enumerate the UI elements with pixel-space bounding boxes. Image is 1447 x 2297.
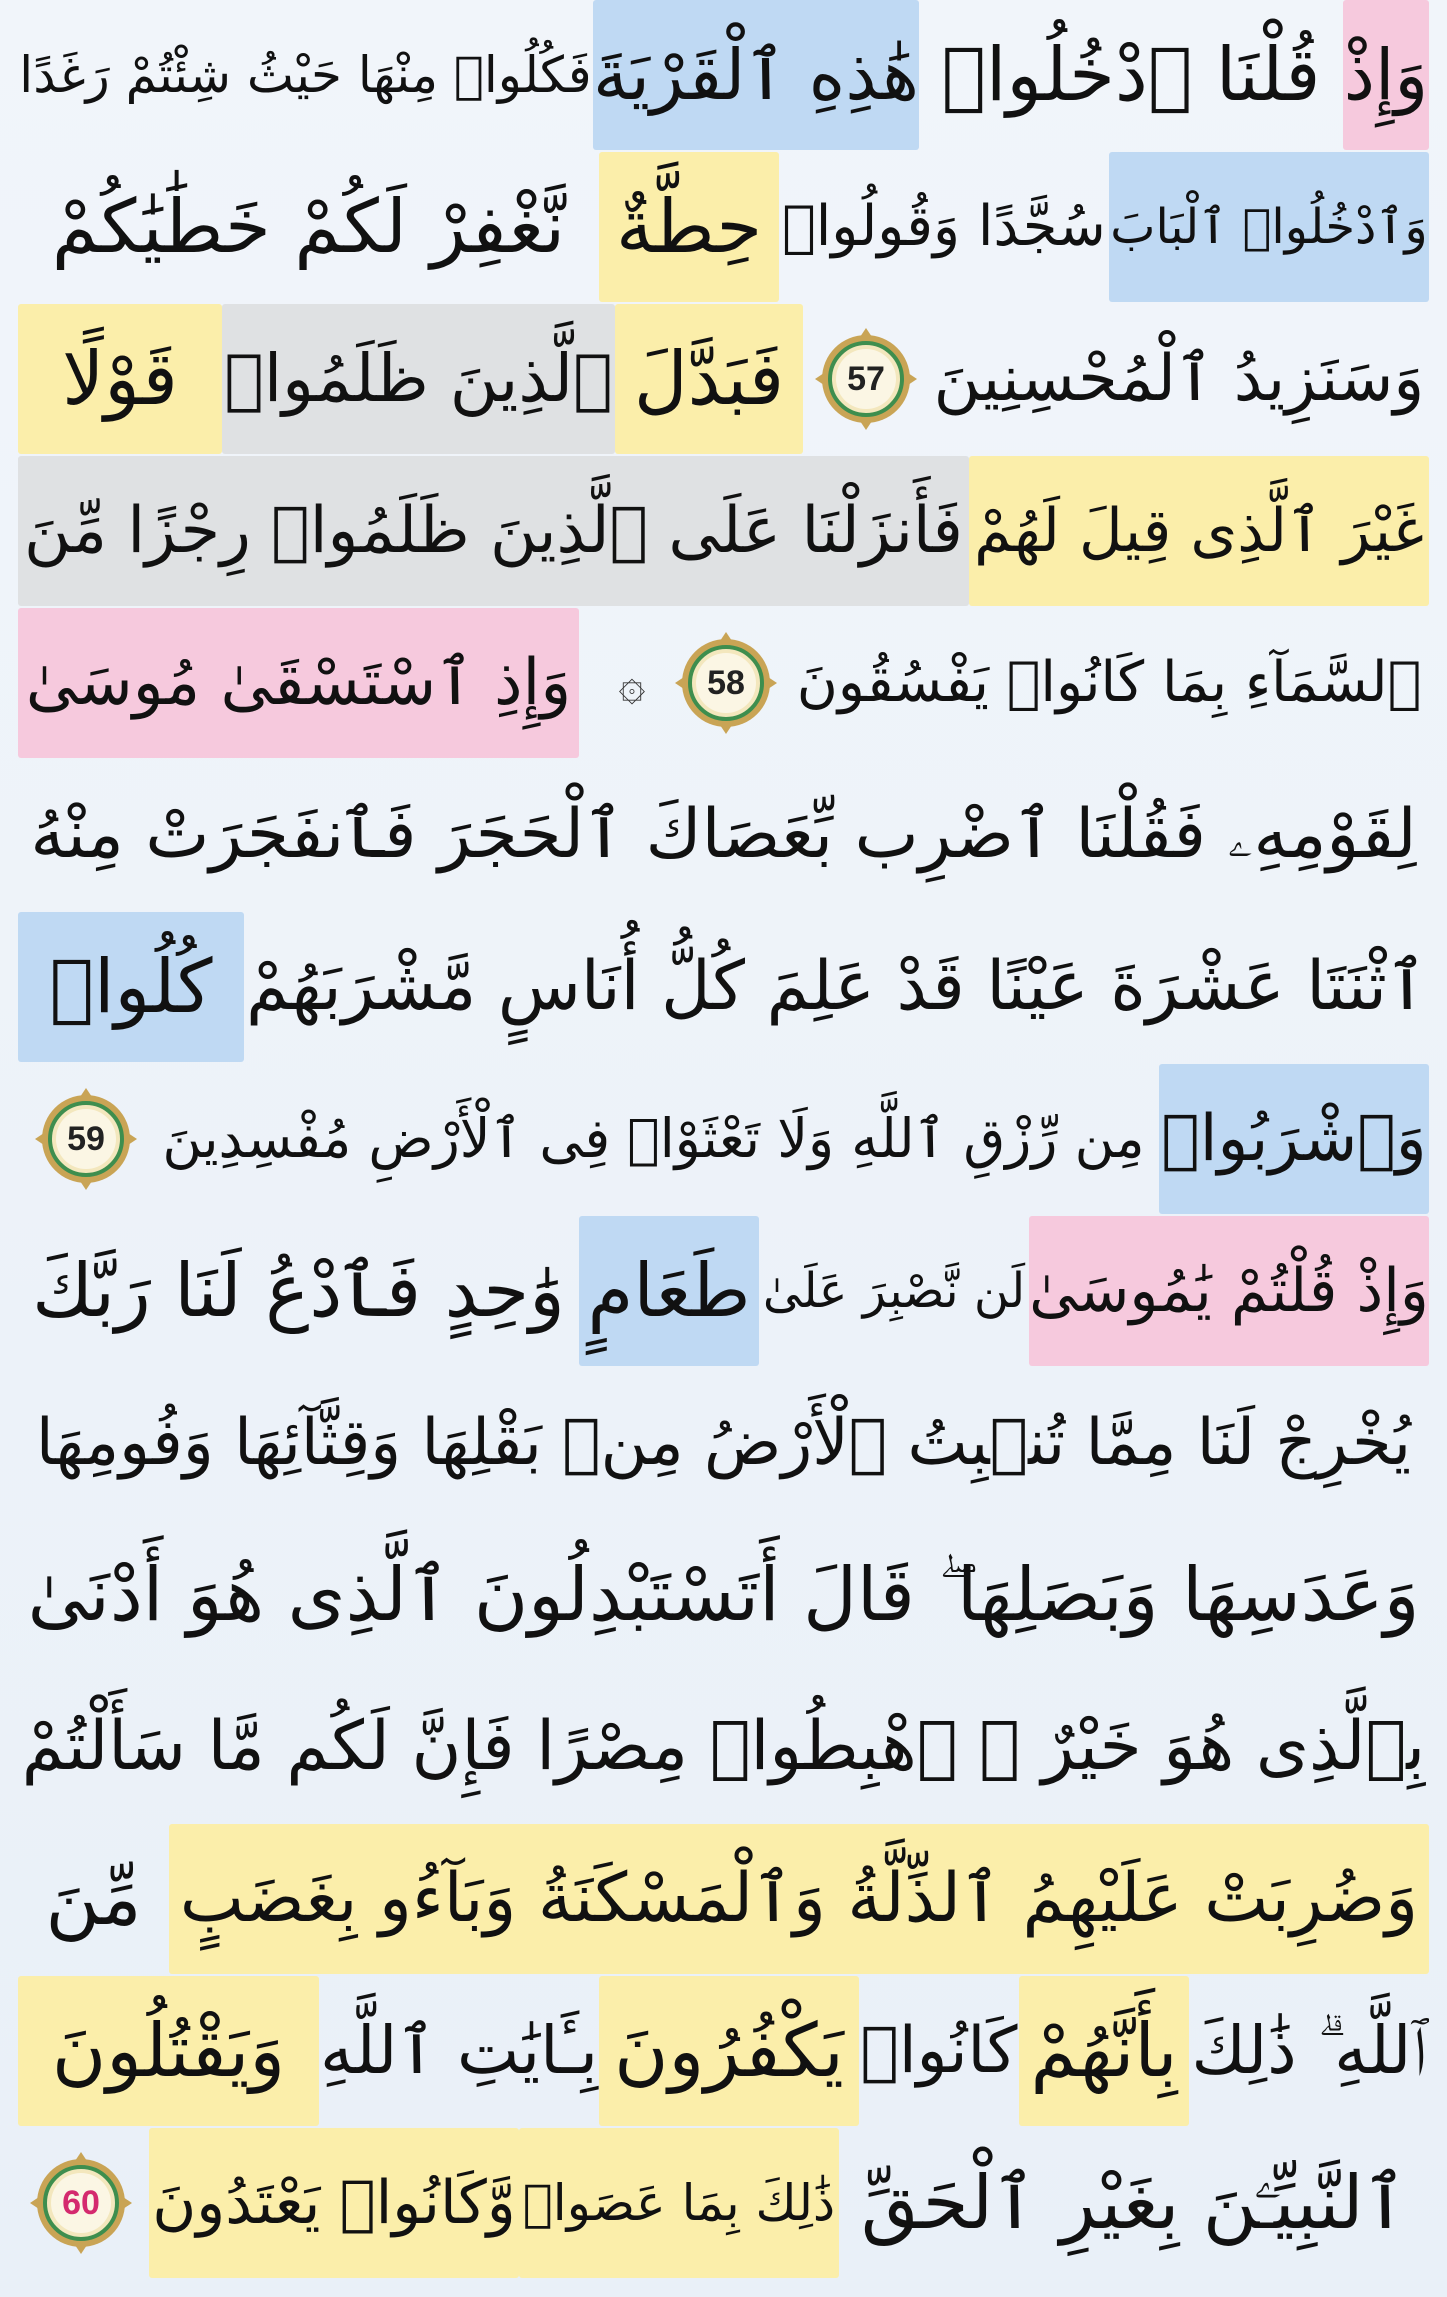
text-phrase: ٱلنَّبِيِّـۧنَ بِغَيْرِ ٱلْحَقِّ — [861, 2160, 1407, 2246]
text-phrase: مِن رِّزْقِ ٱللَّهِ وَلَا تَعْثَوْا۟ فِى ٱلْأَرْضِ مُفْسِدِينَ — [162, 1107, 1145, 1170]
text-line-10 — [18, 1368, 1429, 1518]
text-phrase: بِٱلَّذِى هُوَ خَيْرٌ ۚ ٱهْبِطُوا۟ مِصْرًا فَإِنَّ لَكُم مَّا سَأَلْتُمْ — [21, 1707, 1426, 1786]
text-phrase: ٱثْنَتَا عَشْرَةَ عَيْنًا قَدْ عَلِمَ كُلُّ أُنَاسٍ مَّشْرَبَهُمْ — [246, 947, 1427, 1026]
text-line-8 — [18, 1064, 1429, 1214]
verse-58-marker — [673, 630, 779, 736]
highlight-phrase: وَإِذْ — [1343, 0, 1429, 150]
verse-60-marker — [28, 2150, 134, 2256]
highlight-phrase: وَإِذْ قُلْتُمْ يَٰمُوسَىٰ — [1029, 1216, 1429, 1366]
text-line-12 — [18, 1672, 1429, 1822]
text-phrase: ٱلسَّمَآءِ بِمَا كَانُوا۟ يَفْسُقُونَ — [796, 650, 1422, 715]
verse-number: 60 — [62, 2184, 100, 2222]
text-line-7 — [18, 912, 1429, 1062]
highlight-phrase: فَأَنزَلْنَا عَلَى ٱلَّذِينَ ظَلَمُوا۟ رِجْزًا مِّنَ — [18, 456, 969, 606]
highlight-phrase: يَكْفُرُونَ — [599, 1976, 859, 2126]
text-line-6 — [18, 760, 1429, 910]
text-phrase: فَكُلُوا۟ مِنْهَا حَيْثُ شِئْتُمْ رَغَدًا — [19, 46, 592, 104]
highlight-phrase: كُلُوا۟ — [18, 912, 244, 1062]
text-line-9 — [18, 1216, 1429, 1366]
text-line-1 — [18, 0, 1429, 150]
verse-57-marker — [813, 326, 919, 432]
text-phrase: يُخْرِجْ لَنَا مِمَّا تُنۢبِتُ ٱلْأَرْضُ مِنۢ بَقْلِهَا وَقِثَّآئِهَا وَفُومِهَا — [35, 1406, 1412, 1480]
text-line-11 — [18, 1520, 1429, 1670]
highlight-phrase: ذَٰلِكَ بِمَا عَصَوا۟ — [519, 2128, 839, 2278]
verse-number: 59 — [67, 1120, 105, 1158]
text-phrase: وَعَدَسِهَا وَبَصَلِهَا ۖ قَالَ أَتَسْتَبْدِلُونَ ٱلَّذِى هُوَ أَدْنَىٰ — [27, 1552, 1420, 1638]
text-line-5 — [18, 608, 1429, 758]
text-line-13 — [18, 1824, 1429, 1974]
text-phrase: سُجَّدًا وَقُولُوا۟ — [782, 194, 1106, 259]
sajda-flower-icon: ۞ — [618, 656, 646, 710]
highlight-phrase: وَإِذِ ٱسْتَسْقَىٰ مُوسَىٰ — [18, 608, 579, 758]
highlight-phrase: بِأَنَّهُمْ — [1019, 1976, 1189, 2126]
text-phrase: لَن نَّصْبِرَ عَلَىٰ — [762, 1263, 1026, 1319]
highlight-phrase: قَوْلًا — [18, 304, 222, 454]
highlight-phrase: غَيْرَ ٱلَّذِى قِيلَ لَهُمْ — [969, 456, 1429, 606]
text-line-2 — [18, 152, 1429, 302]
verse-59-marker — [33, 1086, 139, 1192]
text-line-3 — [18, 304, 1429, 454]
text-line-4 — [18, 456, 1429, 606]
highlight-phrase: وَضُرِبَتْ عَلَيْهِمُ ٱلذِّلَّةُ وَٱلْمَسْكَنَةُ وَبَآءُو بِغَضَبٍ — [169, 1824, 1429, 1974]
highlight-phrase: وَّكَانُوا۟ يَعْتَدُونَ — [149, 2128, 519, 2278]
highlight-phrase: وَٱدْخُلُوا۟ ٱلْبَابَ — [1109, 152, 1429, 302]
verse-number: 57 — [847, 360, 885, 398]
text-phrase: نَّغْفِرْ لَكُمْ خَطَٰيَٰكُمْ — [51, 184, 566, 270]
text-line-15 — [18, 2128, 1429, 2278]
text-phrase: وَسَنَزِيدُ ٱلْمُحْسِنِينَ — [933, 342, 1425, 416]
highlight-phrase: حِطَّةٌ — [599, 152, 779, 302]
highlight-phrase: فَبَدَّلَ — [615, 304, 803, 454]
text-phrase: مِّنَ — [45, 1856, 142, 1942]
text-phrase: لِقَوْمِهِۦ فَقُلْنَا ٱضْرِب بِّعَصَاكَ ٱلْحَجَرَ فَٱنفَجَرَتْ مِنْهُ — [30, 795, 1417, 874]
highlight-phrase: طَعَامٍ — [579, 1216, 759, 1366]
highlight-phrase: وَيَقْتُلُونَ — [18, 1976, 319, 2126]
highlight-phrase: هَٰذِهِ ٱلْقَرْيَةَ — [593, 0, 919, 150]
text-phrase: ٱللَّهِ ۗ ذَٰلِكَ — [1191, 2012, 1427, 2089]
highlight-phrase: ٱلَّذِينَ ظَلَمُوا۟ — [222, 304, 615, 454]
highlight-phrase: وَٱشْرَبُوا۟ — [1159, 1064, 1429, 1214]
text-phrase: قُلْنَا ٱدْخُلُوا۟ — [941, 32, 1321, 118]
text-phrase: كَانُوا۟ — [860, 2014, 1018, 2088]
verse-number: 58 — [707, 664, 745, 702]
text-phrase: وَٰحِدٍ فَٱدْعُ لَنَا رَبَّكَ — [32, 1248, 565, 1334]
text-line-14 — [18, 1976, 1429, 2126]
text-phrase: بِـَٔايَٰتِ ٱللَّهِ — [320, 2012, 598, 2089]
